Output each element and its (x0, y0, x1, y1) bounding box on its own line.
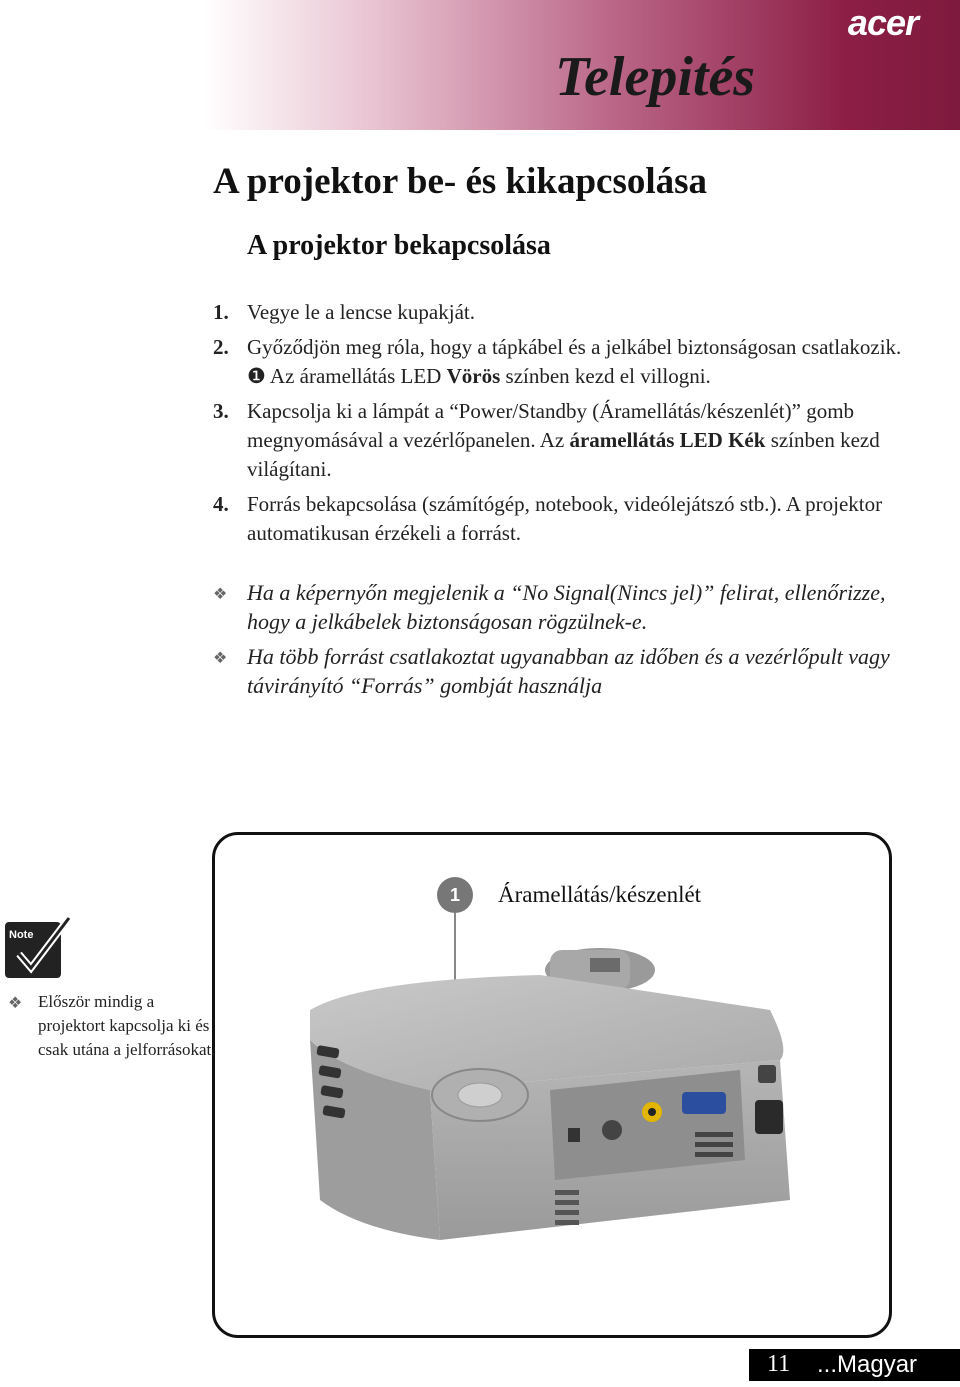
step-text: Kapcsolja ki a lámpát a “Power/Standby (Áramellátás/készenlét)” gomb megnyomásával a vezérlőpanelen. Az (247, 399, 855, 452)
step-text: Vegye le a lencse kupakját. (247, 300, 475, 324)
step-item (213, 298, 913, 327)
step-text: Forrás bekapcsolása (számítógép, notebook, videólejátszó stb.). A projektor automatikusan érzékeli a forrást. (247, 492, 883, 545)
diamond-bullet-icon: ❖ (8, 995, 23, 1012)
sidebar-note-text: Először mindig a projektort kapcsolja ki és csak utána a jelforrásokat. (38, 992, 216, 1059)
notes-list (213, 578, 913, 706)
step-number: 4. (213, 492, 229, 516)
callout-marker-icon: ❶ (247, 364, 266, 388)
steps-list (213, 298, 913, 554)
step-text: színben kezd el villogni. (500, 364, 711, 388)
page-title: A projektor be- és kikapcsolása (213, 161, 708, 202)
note-item (213, 642, 913, 700)
note-text: Ha több forrást csatlakoztat ugyanabban az időben és a vezérlőpult vagy távirányító “Forrás” gombját használja (247, 644, 890, 698)
projector-image (300, 940, 820, 1270)
step-item (213, 397, 913, 484)
callout-label: Áramellátás/készenlét (498, 882, 702, 907)
callout-badge: 1 (437, 877, 473, 913)
note-checkmark-icon (5, 912, 73, 982)
step-item (213, 333, 913, 391)
step-number: 3. (213, 399, 229, 423)
sidebar-note-text-block (8, 990, 218, 1062)
diamond-bullet-icon: ❖ (213, 586, 228, 603)
note-label: Note (9, 929, 34, 941)
step-bold: áramellátás LED Kék (569, 428, 766, 452)
step-item (213, 490, 913, 548)
step-number: 1. (213, 300, 229, 324)
note-text: Ha a képernyőn megjelenik a “No Signal(Nincs jel)” felirat, ellenőrizze, hogy a jelkábelek biztonságosan rögzülnek-e. (247, 580, 886, 634)
page-number: 11 (767, 1351, 791, 1377)
step-number: 2. (213, 335, 229, 359)
diamond-bullet-icon: ❖ (213, 650, 228, 667)
footer-bar (749, 1349, 960, 1381)
step-text: Az áramellátás LED (265, 364, 447, 388)
section-title: Telepités (555, 46, 756, 108)
step-text: Győződjön meg róla, hogy a tápkábel és a jelkábel biztonságosan csatlakozik. (247, 335, 902, 359)
step-text: színben kezd világítani. (247, 428, 880, 481)
acer-logo: acer (847, 2, 918, 43)
language-label: ...Magyar (817, 1351, 918, 1378)
subsection-title: A projektor bekapcsolása (247, 230, 551, 261)
step-bold: Vörös (446, 364, 501, 388)
note-item (213, 578, 913, 636)
